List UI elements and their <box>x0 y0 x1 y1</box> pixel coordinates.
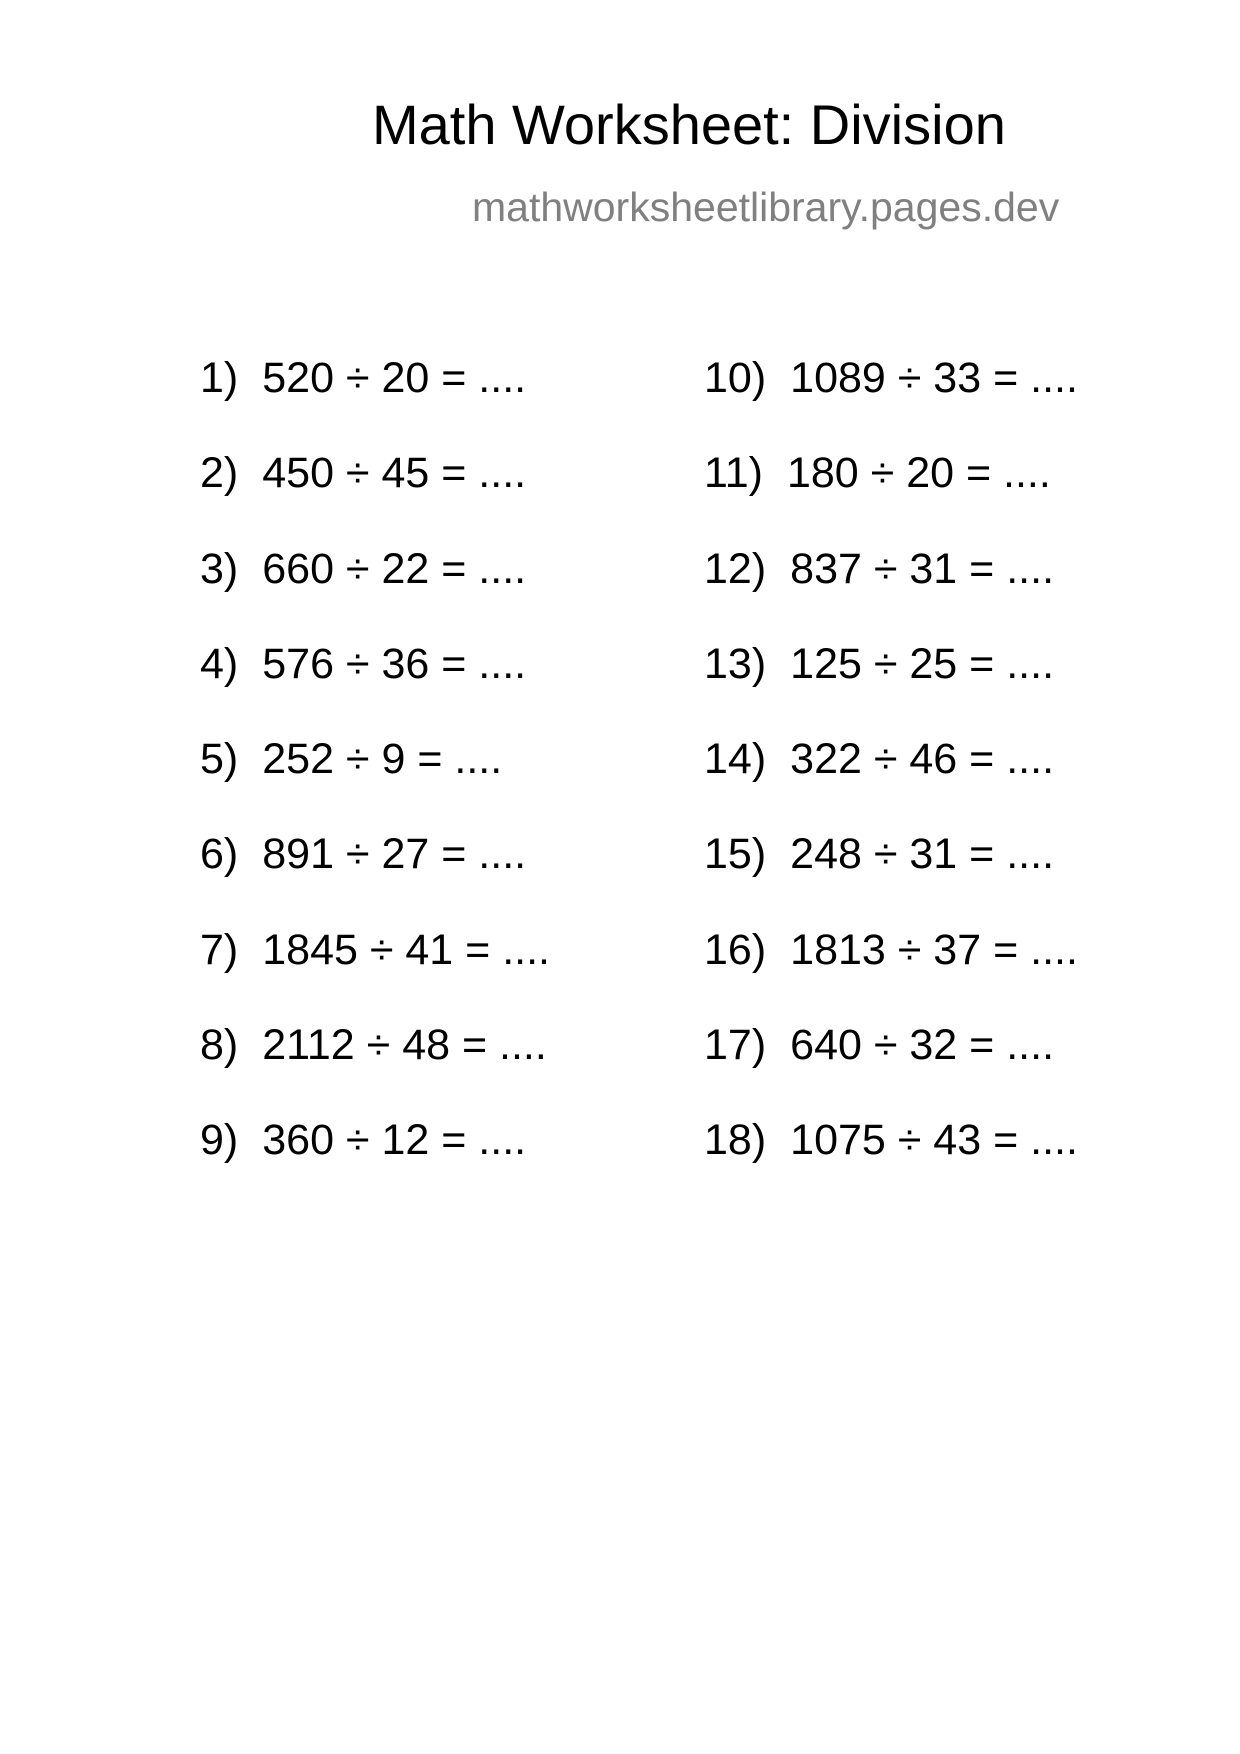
problem-expression: 891 ÷ 27 = .... <box>262 830 527 879</box>
problem-item <box>704 1115 1078 1210</box>
problem-expression: 837 ÷ 31 = .... <box>790 544 1055 593</box>
problem-expression: 660 ÷ 22 = .... <box>262 544 527 593</box>
problem-expression: 125 ÷ 25 = .... <box>790 639 1055 688</box>
problem-number: 4) <box>200 639 239 688</box>
problems-column-right <box>704 353 1078 1211</box>
problem-item <box>704 639 1078 734</box>
problem-expression: 2112 ÷ 48 = .... <box>262 1021 547 1070</box>
source-url: mathworksheetlibrary.pages.dev <box>472 184 1060 230</box>
problem-item <box>200 1020 550 1115</box>
problem-item <box>200 925 550 1020</box>
problem-expression: 180 ÷ 20 = .... <box>786 449 1051 498</box>
problem-item <box>704 544 1078 639</box>
problem-expression: 450 ÷ 45 = .... <box>262 449 527 498</box>
problem-item <box>704 925 1078 1020</box>
problem-number: 12) <box>704 544 767 593</box>
problem-number: 16) <box>704 925 767 974</box>
problem-item <box>200 448 550 543</box>
problem-number: 13) <box>704 639 767 688</box>
problem-expression: 1845 ÷ 41 = .... <box>262 925 551 974</box>
problem-item <box>704 448 1078 543</box>
problem-number: 11) <box>704 449 763 498</box>
problem-number: 6) <box>200 830 239 879</box>
problem-expression: 1089 ÷ 33 = .... <box>790 354 1078 402</box>
problem-expression: 322 ÷ 46 = .... <box>790 735 1055 784</box>
problem-expression: 360 ÷ 12 = .... <box>262 1116 527 1165</box>
problems-column-left <box>200 353 550 1211</box>
problem-number: 17) <box>704 1021 767 1070</box>
problem-expression: 520 ÷ 20 = .... <box>262 354 527 402</box>
problem-item <box>200 639 550 734</box>
problem-number: 10) <box>704 354 767 402</box>
problem-item <box>200 734 550 829</box>
problem-item <box>200 829 550 924</box>
problem-item <box>704 353 1078 448</box>
problem-expression: 252 ÷ 9 = .... <box>262 735 503 784</box>
problem-number: 15) <box>704 830 767 879</box>
problem-number: 1) <box>200 354 239 402</box>
problem-expression: 1075 ÷ 43 = .... <box>790 1116 1078 1165</box>
problem-item <box>704 829 1078 924</box>
problem-expression: 576 ÷ 36 = .... <box>262 639 527 688</box>
problem-number: 9) <box>200 1116 239 1165</box>
problem-item <box>704 734 1078 829</box>
worksheet-title: Math Worksheet: Division <box>372 93 1006 156</box>
problem-number: 8) <box>200 1021 239 1070</box>
problem-expression: 640 ÷ 32 = .... <box>790 1021 1055 1070</box>
problem-expression: 248 ÷ 31 = .... <box>790 830 1055 879</box>
problem-number: 5) <box>200 735 239 784</box>
problem-item <box>200 353 550 448</box>
problem-expression: 1813 ÷ 37 = .... <box>790 925 1078 974</box>
problem-number: 3) <box>200 544 239 593</box>
problem-number: 7) <box>200 925 239 974</box>
problem-item <box>704 1020 1078 1115</box>
problem-item <box>200 544 550 639</box>
problem-number: 14) <box>704 735 767 784</box>
problem-item <box>200 1115 550 1210</box>
problem-number: 18) <box>704 1116 767 1165</box>
problem-number: 2) <box>200 449 239 498</box>
